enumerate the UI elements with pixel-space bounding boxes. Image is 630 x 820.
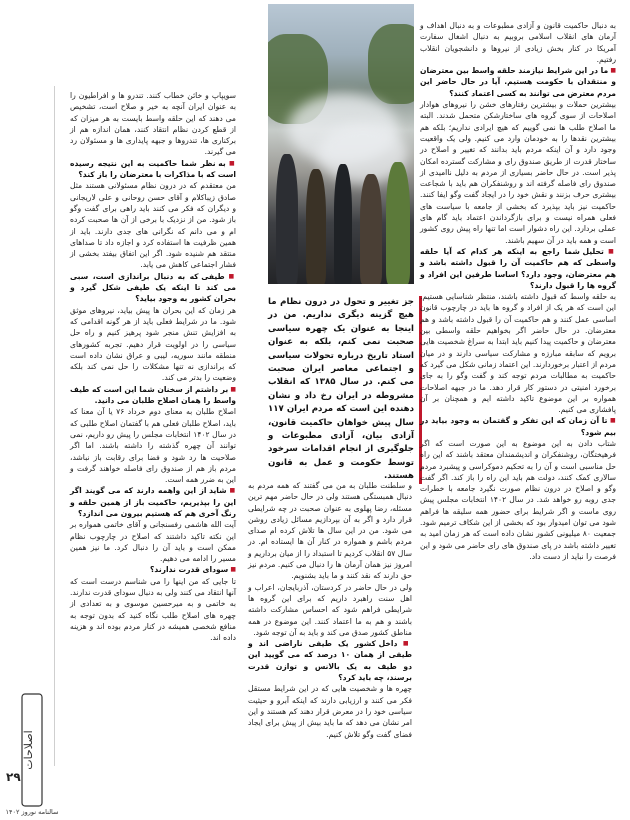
interview-question: ■ بر داشتم از سخنان شما این است که طیف واسط را همان اصلاح طلبان می دانید. xyxy=(70,384,236,407)
photo-figure xyxy=(386,162,410,284)
article-paragraph: آیت الله هاشمی رفسنجانی و آقای خاتمی همواره بر این نکته تاکید داشتند که اصلاح در چارچوب نظام ممکن است و باید آن را دنبال کرد. ما نیز همین مسیر را ادامه می دهیم. xyxy=(70,520,236,564)
photo-figure xyxy=(360,174,382,284)
interview-question: ■ ما در این شرایط نیازمند حلقه واسط بین معترضان و منتقدان با حکومت هستیم. آیا در حال حاضر این مردم معترض می توانند به کسی اعتماد کنند؟ xyxy=(420,65,616,99)
photo-figure xyxy=(306,169,326,284)
svg-text:اصلاحات: اصلاحات xyxy=(22,730,35,770)
page-number: ۲۹ xyxy=(6,770,21,784)
article-column-left xyxy=(70,90,236,644)
interview-question: ■ به نظر شما حاکمیت به این نتیجه رسیده است که با مذاکرات با معترضان را باز کند؟ xyxy=(70,158,236,181)
article-paragraph: تا جایی که من اینها را می شناسم درست است که آنها انتقاد می کنند ولی به دنبال سودای قدرت ندارند. به خاتمی و به میرحسین موسوی و به تعدادی از چهره های اصلاح طلب نگاه کنید که بدون توجه به منافع شخصی همیشه در کنار مردم بوده اند و هزینه داده اند. xyxy=(70,576,236,643)
article-paragraph: هر زمان که این بحران ها پیش بیاید، نیروهای موثق شود. ما در شرایط فعلی باید از هر گونه اقدامی که به افزایش تنش منجر شود پرهیز کنیم و راه حل سیاسی را در اولویت قرار دهیم. تجربه کشورهای منطقه مانند سوریه، لیبی و عراق نشان داده است که براندازی نه تنها مشکلات را حل نمی کند بلکه وضعیت را بدتر می کند. xyxy=(70,305,236,383)
issue-date: سالنامه نوروز ۱۴۰۲ xyxy=(5,808,59,816)
article-paragraph: به حلقه واسط که قبول داشته باشند، منتظر شناسایی هستیم. این است که هر یک از افراد و گروه ها باید در چارچوب قانون اساسی عمل کنند و هم حاکمیت آن را قبول داشته باشد و هم معترضان. در حال حاضر اگر بخواهیم حلقه واسطی بین معترضان و حاکمیت پیدا کنیم باید ابتدا به سراغ شخصیت هایی برویم که سابقه مبارزه و مشارکت سیاسی دارند و در میان مردم از اعتبار برخوردارند. این اعتماد زمانی شکل می گیرد که حاکمیت به مطالبات مردم توجه کند و گفت وگو را به جای برخورد امنیتی در دستور کار قرار دهد. ما در جبهه اصلاحات همواره بر این موضوع تاکید داشته ایم و همچنان بر آن پافشاری می کنیم. xyxy=(420,292,616,415)
article-paragraph: و سلطنت طلبان به من می گفتند که همه مردم به دنبال همبستگی هستند ولی در حال حاضر مهم ترین مسئله، رضا پهلوی به عنوان صحبت در چه شرایطی قرار دارد و اگر به آن بپردازیم مسائل زیادی روشن می شود. من در این سال ها تلاش کرده ام صدای مردم باشم و همواره در کنار آن ها ایستاده ام. در سال ۵۷ انقلاب کردیم تا استبداد را از میان برداریم و امروز نیز همان آرمان ها را دنبال می کنیم. مردم نیز حق دارند که نقد کنند و ما باید بشنویم. xyxy=(248,481,412,581)
pull-quote xyxy=(268,296,414,484)
photo-tree-right xyxy=(368,24,414,104)
interview-question: ■ تا آن زمان که این تفکر و گفتمان به وجود بیاید در بیم شود؟ xyxy=(420,415,616,438)
interview-question: ■ شاید از این واهمه دارند که می گویند اگر این را بپذیریم، حاکمیت باز از همین حلقه و رنگ آخری هم که هستیم بیرون می اندازد؟ xyxy=(70,485,236,519)
article-paragraph: شتاب دادن به این موضوع به این صورت است که اگر فرهیختگان، روشنفکران و اندیشمندان معتقد باشند که این راه حل مناسبی است و آن را به تحکیم دموکراسی و پیشبرد مردم سالاری کمک کنند، دولت هم باید این راه را باز کند. اگر گفت وگو و اصلاح در درون نظام صورت نگیرد جامعه با خطرات جدی روبه رو خواهد شد. در سال ۱۴۰۲ انتخابات مجلس پیش روی ماست و اگر شرایط برای حضور همه سلیقه ها فراهم شود می توان امیدوار بود که بخشی از این شکاف ترمیم شود. جمعیت ۸۰ میلیونی کشور نشان داده است که هر زمان امید به تغییر داشته باشد در پای صندوق های رای حاضر می شود و این فرصت را نباید از دست داد. xyxy=(420,438,616,561)
pull-quote-text: جز تغییر و تحول در درون نظام ما هیچ گزینه دیگری نداریم. من در اینجا به عنوان یک چهره سیاسی صحبت نمی کنم، بلکه به عنوان استاد تاریخ درباره تحولات سیاسی و اجتماعی معاصر ایران صحبت می کنم. در سال ۱۳۸۵ که انقلاب مشروطه در ایران رخ داد و نشان دهنده این است که مردم ایران ۱۱۷ سال پیش خواهان حاکمیت قانون، آزادی بیان، آزادی مطبوعات و جلوگیری از انجام اقدامات سرخود توسط حکومت و عمل به قانون هستند. xyxy=(268,297,414,482)
article-paragraph: سویپاپ و خائن خطاب کنند. تندرو ها و افراطیون را به عنوان ایران آنچه به خیر و صلاح است، تشخیص می دهند که این حلقه واسط بایست به هر میزان که از قطع کردن نظام انتقاد کنند، همان اندازه هم از برکناری ها، تندروها و جبهه پایداری ها و مسئولان رد می گیرند. xyxy=(70,91,236,157)
magazine-logo xyxy=(14,690,50,810)
article-column-right xyxy=(420,20,616,562)
article-paragraph: به دنبال حاکمیت قانون و آزادی مطبوعات و به دنبال اهداف و آرمان های انقلاب اسلامی بروبیم به دنبال اشغال سفارت آمریکا در کنار بخش زیادی از نیروها و دانشجویان انقلاب رفتیم. xyxy=(420,21,616,64)
article-paragraph: بیشترین حملات و بیشترین رفتارهای خشن را نیروهای هوادار اصلاحات از سوی گروه های ساختارشکن متحمل شدند. البته ما اصلاح طلب ها نمی گوییم که هیچ ایرادی نداریم؛ بلکه هم بیشترین نقدها را به خودمان وارد می کنیم. ولی یک واقعیت وجود دارد و آن اینکه مردم باید بدانند که تغییر و اصلاح در ساختار قدرت از طریق صندوق رای و مشارکت گسترده امکان پذیر است. در حال حاضر بسیاری از مردم به دلیل ناامیدی از صندوق رای فاصله گرفته اند و روشنفکران هم باید با شجاعت بیشتری حرف بزنند و نقش خود را در ایجاد گفت وگو ایفا کنند. حاکمیت نیز باید بپذیرد که بخشی از جامعه با سیاست های فعلی همراه نیست و برای بازگرداندن اعتماد باید گام های عملی بردارد. این راه دشوار است اما تنها راه پیش روی کشور است و همه باید در آن سهیم باشند. xyxy=(420,100,616,245)
article-paragraph: اصلاح طلبان به معنای دوم خرداد ۷۶ یا آن معنا که باید، اصلاح طلبان فعلی هم با گفتمان اصلاح طلبی که در سال ۱۴۰۲ انتخابات مجلس را پیش رو داریم، نمی توانند آن چهره گذشته را داشته باشند. اما اگر صلاحیت ها رد شود و فضا برای رقابت باز نباشد، مردم باز هم از صندوق رای فاصله خواهند گرفت و این به ضرر همه است. xyxy=(70,407,237,485)
article-paragraph: ولی در حال حاضر در کردستان، آذربایجان، اعراب و اهل سنت راهبرد داریم که برای این گروه ها شرایطی فراهم شود که احساس مشارکت داشته باشند و هم به ما اعتماد کنند. این موضوع در همه مناطق کشور صدق می کند و باید به آن توجه شود. xyxy=(248,582,412,637)
interview-question: ■ داخل کشور یک طیفی ناراضی اند و طیفی از همان ۱۰ درصد که می گویید این دو طیف به یک بالانس و توازن قدرت برسند، چه باید کرد؟ xyxy=(248,638,412,683)
article-paragraph: چهره ها و شخصیت هایی که در این شرایط مستقل فکر می کنند و ارزیابی دارند که اینکه آبرو و حیثیت سیاسی خود را در معرض قرار دهند کم هستند و این امر نشان می دهد که ما باید بیش از پیش برای ایجاد فضای گفت وگو تلاش کنیم. xyxy=(248,684,412,739)
interview-question: ■ سودای قدرت ندارند؟ xyxy=(70,564,236,575)
margin-divider xyxy=(54,86,55,766)
interview-question: ■ تحلیل شما راجع به اینکه هر کدام که آیا حلقه واسطی که هم حاکمیت آن را قبول داشته باشد و هم معترضان، وجود دارد؟ اساسا طرفین این افراد و گروه ها را قبول دارند؟ xyxy=(420,246,616,291)
photo-figure xyxy=(276,154,298,284)
interview-question: ■ طیفی که به دنبال براندازی است، سبی می کند تا اینکه یک طیفی شکل گیرد و بحران کشور به وجود بیاید؟ xyxy=(70,271,236,305)
article-column-middle xyxy=(248,480,412,740)
protest-photo xyxy=(268,4,414,284)
photo-figure xyxy=(334,164,352,284)
article-paragraph: من معتقدم که در درون نظام مسئولانی هستند مثل صادق زیباکلام و آقای حسن روحانی و علی لاریجانی و دیگران که فکر می کنند باید راهی برای گفت وگو باز شود. من از نزدیک با برخی از آن ها صحبت کرده ام و می دانم که نگرانی های جدی دارند. باید از همین ظرفیت ها استفاده کرد و اجازه داد تا صداهای منتقد هم شنیده شود. اگر این اتفاق بیفتد بخشی از فشار اجتماعی کاهش می یابد. xyxy=(70,181,236,270)
